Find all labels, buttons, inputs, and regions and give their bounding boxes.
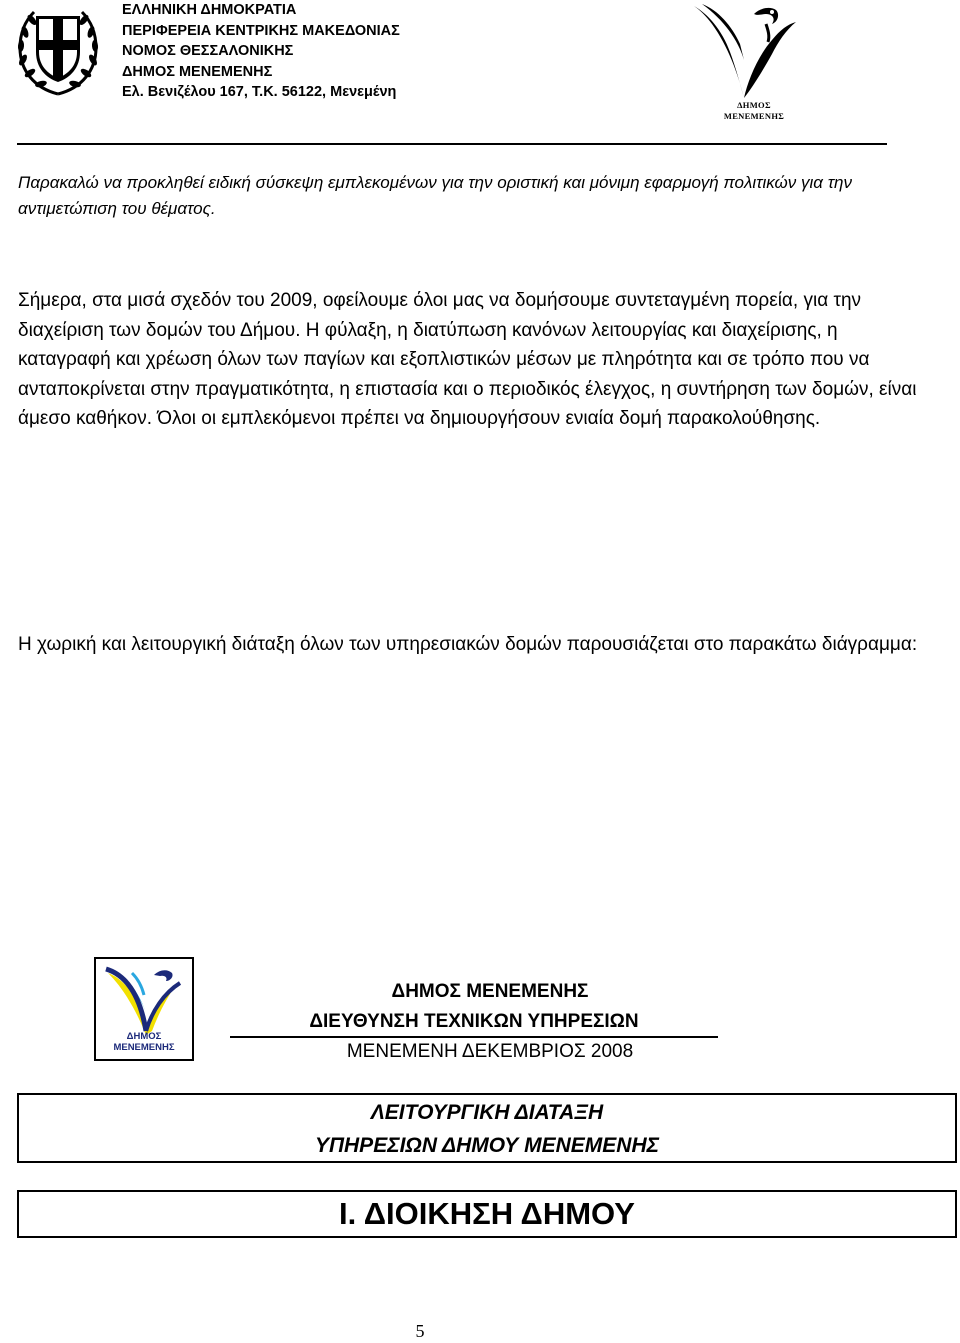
body-paragraph: Η χωρική και λειτουργική διάταξη όλων των υπηρεσιακών δομών παρουσιάζεται στο παρακάτω διάγραμμα: [18, 634, 918, 655]
letterhead-line: ΕΛΛΗΝΙΚΗ ΔΗΜΟΚΡΑΤΙΑ [122, 2, 297, 18]
diagram-title-box [17, 1093, 957, 1163]
page-number: 5 [415, 1321, 425, 1341]
header-divider [17, 143, 887, 145]
letterhead [122, 0, 462, 103]
italic-paragraph: Παρακαλώ να προκληθεί ειδική σύσκεψη εμπλεκομένων για την οριστική και μόνιμη εφαρμογή πολιτικών για την αντιμετώπιση του θέματος. [18, 173, 852, 218]
logo-caption [96, 1031, 192, 1053]
section-title-box [17, 1190, 957, 1238]
letterhead-line: ΔΗΜΟΣ ΜΕΝΕΜΕΝΗΣ [122, 63, 273, 80]
section-title: Ι. ΔΙΟΙΚΗΣΗ ΔΗΜΟΥ [339, 1196, 635, 1231]
diagram-title-line: ΥΠΗΡΕΣΙΩΝ ΔΗΜΟΥ ΜΕΝΕΜΕΝΗΣ [314, 1134, 660, 1157]
letterhead-line: Ελ. Βενιζέλου 167, Τ.Κ. 56122, Μενεμένη [122, 84, 397, 100]
letterhead-line: ΠΕΡΙΦΕΡΕΙΑ ΚΕΝΤΡΙΚΗΣ ΜΑΚΕΔΟΝΙΑΣ [122, 22, 400, 39]
logo-caption [706, 100, 802, 122]
logo-caption-line: ΜΕΝΕΜΕΝΗΣ [113, 1042, 175, 1053]
greek-republic-seal-icon [12, 2, 104, 98]
organization-name: ΔΗΜΟΣ ΜΕΝΕΜΕΝΗΣ [391, 981, 589, 1002]
logo-caption-line: ΔΗΜΟΣ [126, 1031, 162, 1042]
body-paragraph: Σήμερα, στα μισά σχεδόν του 2009, οφείλουμε όλοι μας να δομήσουμε συντεταγμένη πορεία, για την διαχείριση των δομών του Δήμου. Η φύλαξη, η διατύπωση κανόνων λειτουργίας και διαχείρισης, η καταγραφή και χρέωση όλων των παγίων και εξοπλιστικών μέσων με πληρότητα και σε τρόπο που να ανταποκρίνεται στην πραγματικότητα, η επιστασία και ο περιοδικός έλεγχος, η συντήρηση των δομών, είναι άμεσο καθήκον. Όλοι οι εμπλεκόμενοι πρέπει να δημιουργήσουν ενιαία δομή παρακολούθησης. [18, 290, 917, 429]
logo-caption-line: ΔΗΜΟΣ [737, 100, 771, 110]
letterhead-line: ΝΟΜΟΣ ΘΕΣΣΑΛΟΝΙΚΗΣ [122, 43, 294, 59]
logo-caption-line: ΜΕΝΕΜΕΝΗΣ [723, 111, 785, 121]
department-name: ΔΙΕΥΘΥΝΣΗ ΤΕΧΝΙΚΩΝ ΥΠΗΡΕΣΙΩΝ [230, 1010, 718, 1038]
diagram-title-line: ΛΕΙΤΟΥΡΓΙΚΗ ΔΙΑΤΑΞΗ [370, 1101, 604, 1124]
place-date: ΜΕΝΕΜΕΝΗ ΔΕΚΕΜΒΡΙΟΣ 2008 [346, 1041, 634, 1062]
